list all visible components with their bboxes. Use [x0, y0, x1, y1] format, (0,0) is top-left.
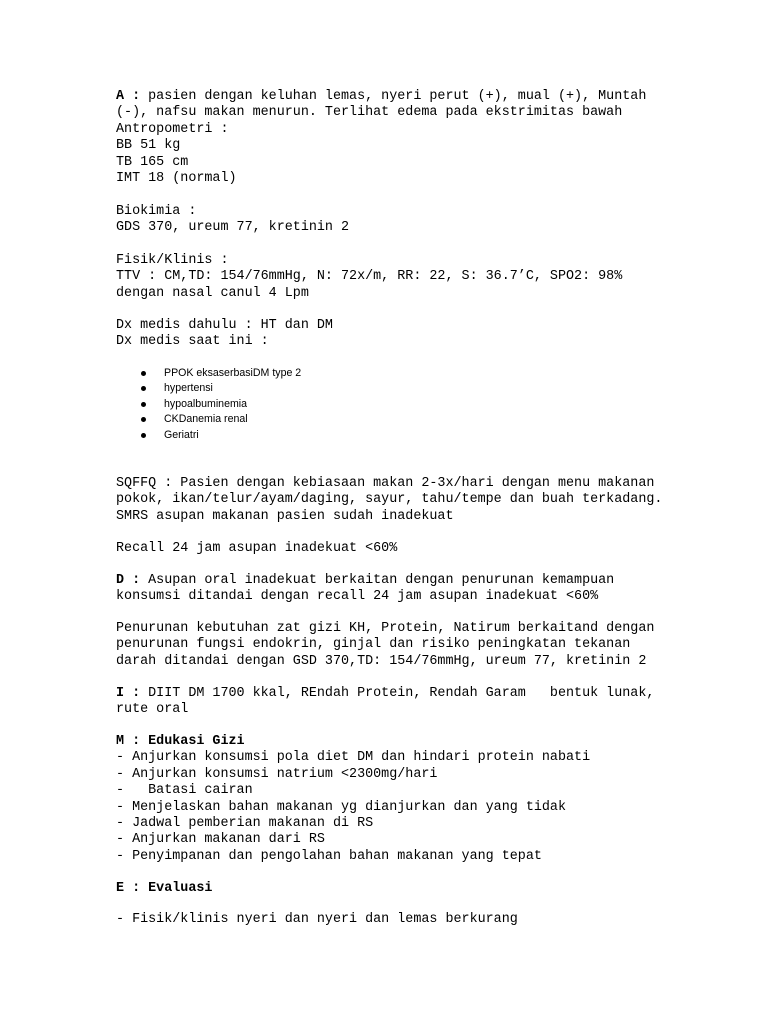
- assessment-line-2: (-), nafsu makan menurun. Terlihat edema pada ekstrimitas bawah: [116, 105, 623, 121]
- list-item: hypoalbuminemia: [116, 397, 301, 412]
- diagnosis-line-1: D : Asupan oral inadekuat berkaitan dengan penurunan kemampuan: [116, 573, 615, 588]
- intervention-line-1: I : DIIT DM 1700 kkal, REndah Protein, Rendah Garam bentuk lunak,: [116, 686, 655, 701]
- fisik-nasal: dengan nasal canul 4 Lpm: [116, 285, 309, 301]
- antropometri-tb: TB 165 cm: [116, 154, 189, 170]
- diagnosis-para-2: [116, 621, 655, 670]
- list-item: - Anjurkan konsumsi natrium <2300mg/hari: [116, 766, 438, 782]
- list-item: - Anjurkan konsumsi pola diet DM dan hindari protein nabati: [116, 750, 591, 766]
- diagnosis-section: [116, 573, 646, 606]
- fisik-ttv: TTV : CM,TD: 154/76mmHg, N: 72x/m, RR: 22, S: 36.7’C, SPO2: 98%: [116, 269, 623, 285]
- bullet-icon: [141, 433, 146, 438]
- antropometri-heading: Antropometri :: [116, 121, 229, 137]
- sqffq-line-2: pokok, ikan/telur/ayam/daging, sayur, tahu/tempe dan buah terkadang.: [116, 492, 663, 508]
- list-item: - Anjurkan makanan dari RS: [116, 832, 325, 848]
- assessment-line-1: A : pasien dengan keluhan lemas, nyeri perut (+), mual (+), Muntah: [116, 89, 647, 104]
- list-item: - Jadwal pemberian makanan di RS: [116, 816, 374, 832]
- biokimia-heading: Biokimia :: [116, 204, 197, 219]
- dx-list: [116, 366, 301, 443]
- monitoring-section: [116, 734, 646, 865]
- list-item: - Fisik/klinis nyeri dan nyeri dan lemas berkurang: [116, 912, 518, 927]
- list-item: - Menjelaskan bahan makanan yg dianjurkan dan yang tidak: [116, 799, 566, 815]
- intervention-section: [116, 686, 655, 719]
- intervention-line-2: rute oral: [116, 702, 189, 718]
- list-item: Geriatri: [116, 428, 301, 443]
- fisik-heading: Fisik/Klinis :: [116, 253, 229, 268]
- biokimia-values: GDS 370, ureum 77, kretinin 2: [116, 220, 350, 236]
- diagnosis-para-2-line-1: Penurunan kebutuhan zat gizi KH, Protein, Natirum berkaitand dengan: [116, 621, 655, 636]
- dx-dahulu: Dx medis dahulu : HT dan DM: [116, 318, 333, 333]
- list-item: hypertensi: [116, 381, 301, 396]
- recall-line: Recall 24 jam asupan inadekuat <60%: [116, 541, 398, 556]
- monitoring-heading: M : Edukasi Gizi: [116, 734, 245, 749]
- diagnosis-label: D :: [116, 573, 141, 588]
- diagnosis-para-2-line-2: penurunan fungsi endokrin, ginjal dan risiko peningkatan tekanan: [116, 637, 631, 653]
- diagnosis-line-2: konsumsi ditandai dengan recall 24 jam asupan inadekuat <60%: [116, 589, 599, 605]
- dx-saat-ini: Dx medis saat ini :: [116, 334, 269, 350]
- list-item: PPOK eksaserbasiDM type 2: [116, 366, 301, 381]
- evaluation-heading-block: [116, 881, 646, 897]
- sqffq-section: [116, 476, 663, 525]
- assessment-section: [116, 89, 646, 187]
- bullet-icon: [141, 386, 146, 391]
- dx-section: [116, 318, 646, 351]
- fisik-section: [116, 253, 646, 302]
- sqffq-line-1: SQFFQ : Pasien dengan kebiasaan makan 2-3x/hari dengan menu makanan: [116, 476, 655, 491]
- antropometri-imt: IMT 18 (normal): [116, 171, 237, 187]
- list-item: - Batasi cairan: [116, 783, 253, 799]
- diagnosis-para-2-line-3: darah ditandai dengan GSD 370,TD: 154/76mmHg, ureum 77, kretinin 2: [116, 653, 647, 669]
- intervention-label: I :: [116, 686, 141, 701]
- sqffq-line-3: SMRS asupan makanan pasien sudah inadekuat: [116, 508, 454, 524]
- bullet-icon: [141, 402, 146, 407]
- bullet-icon: [141, 371, 146, 376]
- evaluation-section: [116, 912, 646, 928]
- recall-section: [116, 541, 646, 557]
- biokimia-section: [116, 204, 646, 237]
- list-item: - Penyimpanan dan pengolahan bahan makanan yang tepat: [116, 848, 542, 864]
- bullet-icon: [141, 417, 146, 422]
- antropometri-bb: BB 51 kg: [116, 138, 181, 154]
- assessment-label: A :: [116, 89, 141, 104]
- list-item: CKDanemia renal: [116, 412, 301, 427]
- evaluation-heading: E : Evaluasi: [116, 881, 213, 896]
